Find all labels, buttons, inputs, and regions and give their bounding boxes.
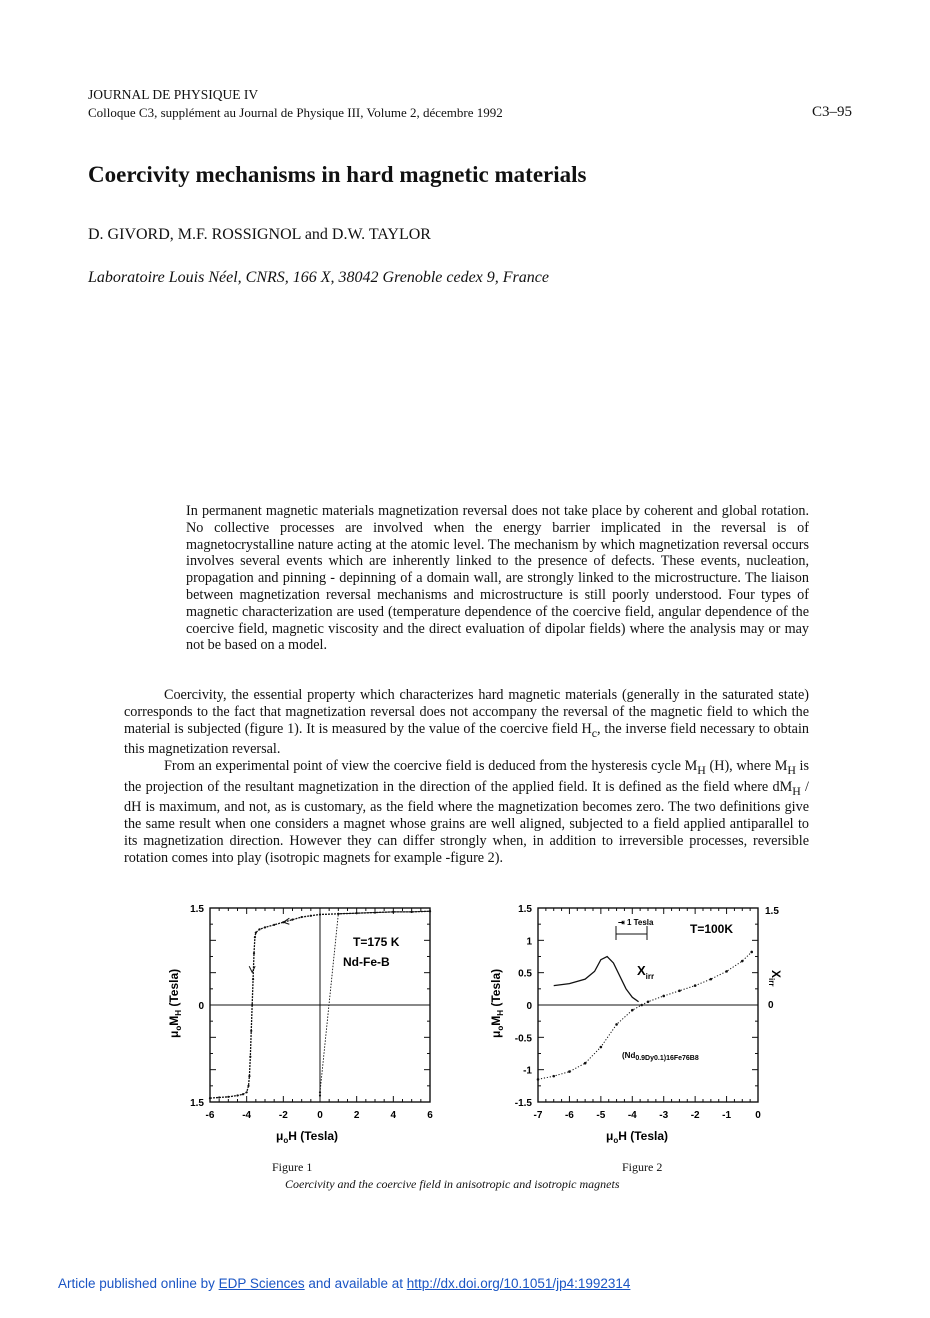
footer-text-mid: and available at (304, 1276, 407, 1291)
fig1-point (429, 910, 431, 912)
fig1-point (310, 915, 312, 917)
fig1-point (374, 911, 376, 913)
fig2-yticklabels (515, 904, 533, 1109)
p1-text-b: , the inverse field necessary to obtain this magnetization reversal. (124, 720, 809, 758)
footer-text-pre: Article published online by (58, 1276, 219, 1291)
fig1-point (227, 1096, 229, 1098)
fig1-arrow-down (249, 966, 255, 972)
fig1-point (247, 1085, 249, 1087)
fig1-point (248, 1075, 250, 1077)
fig2-magnetization-point (600, 1046, 603, 1049)
fig2-xticklabels (534, 1110, 762, 1121)
fig1-xtick-label: -4 (242, 1110, 252, 1121)
p2-sub2: H (787, 762, 796, 777)
fig2-ytick-label: 0 (526, 1001, 532, 1012)
fig1-xtick-label: 4 (390, 1110, 397, 1121)
fig1-annotation-temp: T=175 K (353, 935, 400, 949)
fig1-point (250, 1030, 252, 1032)
fig1-point (273, 924, 275, 926)
fig1-xtick-label: 2 (353, 1110, 360, 1121)
edp-sciences-link[interactable]: EDP Sciences (218, 1276, 305, 1291)
figures-svg (150, 898, 810, 1148)
fig2-xtick-label: -5 (596, 1110, 606, 1121)
fig2-right-tick-zero: 0 (768, 1000, 774, 1011)
figure-1-label: Figure 1 (272, 1160, 313, 1174)
fig1-xtick-label: -6 (205, 1110, 215, 1121)
fig1-point (319, 1094, 321, 1096)
fig2-magnetization-point (678, 989, 681, 992)
p2-sub3: H (792, 783, 801, 798)
fig2-magnetization-point (631, 1009, 634, 1012)
svg-text:μoMH (Tesla): $\mu_oM_H$ (Tesla) (489, 968, 505, 1038)
fig2-ytick-label: 1.5 (518, 904, 532, 915)
fig2-magnetization-point (725, 970, 728, 973)
p2-text-b: (H), where M (705, 758, 788, 775)
fig1-point (209, 1097, 211, 1099)
fig2-ytick-label: -1.5 (514, 1098, 532, 1109)
fig1-ylabel-m: M (167, 1015, 181, 1026)
fig2-xtick-label: -7 (533, 1110, 543, 1121)
fig1-point (319, 913, 321, 915)
fig1-point (291, 919, 293, 921)
fig1-ytick-label: 0 (198, 1001, 204, 1012)
fig2-magnetization-point (662, 995, 665, 998)
journal-name: JOURNAL DE PHYSIQUE IV (88, 87, 259, 102)
fig2-annotation-chi: $X_{irr}$ (637, 963, 655, 981)
fig1-point (249, 1056, 251, 1058)
fig2-annotation-temp: T=100K (690, 922, 734, 936)
fig2-magnetization-point (537, 1078, 540, 1081)
fig2-xtick-label: -3 (659, 1110, 669, 1121)
fig1-point (218, 1096, 220, 1098)
fig2-magnetization-point (741, 960, 744, 963)
fig1-point (242, 1093, 244, 1095)
p1-text-a: Coercivity, the essential property which characterizes hard magnetic materials (generally in the saturated state) corresponds to the fact that magnetization reversal does not accompany the reversal of the magnetic field to which the material is subjected (figure 1). It is measured by the value of the coercive field H (124, 687, 809, 737)
figure-1-chart (167, 904, 433, 1145)
figures (150, 898, 810, 1148)
fig1-point (254, 936, 256, 938)
fig2-magnetization-point (647, 1000, 650, 1003)
fig1-point (319, 1091, 321, 1093)
fig2-ylabel (489, 969, 505, 1038)
fig1-ylabel-mu: μ (167, 1030, 181, 1038)
doi-link[interactable]: http://dx.doi.org/10.1051/jp4:1992314 (406, 1276, 631, 1291)
fig1-point (337, 913, 339, 915)
figure-caption: Coercivity and the coercive field in anisotropic and isotropic magnets (285, 1177, 620, 1191)
svg-text:Xirr: $X_{irr}$ (767, 970, 783, 987)
fig2-xtick-label: 0 (755, 1110, 761, 1121)
fig2-magnetization-point (750, 951, 753, 954)
fig1-point (246, 1091, 248, 1093)
fig2-magnetization-point (552, 1075, 555, 1078)
fig1-ylabel-sub: H (174, 1009, 183, 1016)
fig2-annotation-composition: (Nd0.9Dy0.1)16Fe76B8 (622, 1051, 699, 1062)
fig1-annotation-material: Nd-Fe-B (343, 955, 390, 969)
fig1-point (392, 911, 394, 913)
fig2-magnetization-point (694, 984, 697, 987)
fig2-magnetization-point (640, 1004, 643, 1007)
colloque-line: Colloque C3, supplément au Journal de Physique III, Volume 2, décembre 1992 (88, 105, 503, 120)
paper-title: Coercivity mechanisms in hard magnetic materials (88, 162, 587, 187)
fig1-point (236, 1094, 238, 1096)
fig2-xtick-label: -1 (722, 1110, 732, 1121)
abstract (186, 503, 809, 654)
fig2-right-tick-top: 1.5 (765, 906, 779, 917)
figure-2-label: Figure 2 (622, 1160, 663, 1174)
fig2-right-label (767, 970, 783, 986)
fig2-xtick-label: -6 (564, 1110, 574, 1121)
fig2-ytick-label: -1 (523, 1065, 532, 1077)
svg-text:μoMH (Tesla): $\mu_oM_H$ (Tesla) (167, 968, 183, 1038)
fig1-point (411, 911, 413, 913)
fig1-yticklabels (190, 904, 204, 1109)
fig2-xtick-label: -4 (627, 1110, 637, 1121)
figure-2-chart (489, 904, 783, 1145)
page-number: C3–95 (812, 104, 853, 120)
fig1-point (356, 912, 358, 914)
fig2-magnetization-point (584, 1062, 587, 1065)
fig1-xtick-label: 0 (317, 1110, 323, 1121)
paragraph-2 (124, 758, 809, 866)
fig1-point (301, 916, 303, 918)
fig2-chi-line (554, 957, 639, 1002)
p2-sub1: H (697, 762, 706, 777)
fig1-xticklabels (206, 1110, 434, 1121)
fig1-xtick-label: -2 (278, 1110, 288, 1121)
authors: D. GIVORD, M.F. ROSSIGNOL and D.W. TAYLOR (88, 226, 431, 243)
p2-text-c: is the projection of the resultant magnetization in the direction of the applied field. It is defined as the field where dM (124, 758, 810, 795)
fig2-xlabel: $\mu_oH$ (Tesla) (606, 1129, 669, 1145)
fig2-ytick-label: 1 (526, 936, 532, 948)
paragraph-1 (124, 687, 809, 758)
p1-sub: c (591, 725, 598, 740)
fig2-magnetization-point (568, 1070, 571, 1073)
fig2-magnetization-point (615, 1023, 618, 1026)
fig1-ytick-label: 1.5 (190, 1098, 204, 1109)
p2-text-a: From an experimental point of view the coercive field is deduced from the hysteresis cycle M (164, 758, 698, 775)
fig1-point (258, 928, 260, 930)
abstract-text: In permanent magnetic materials magnetization reversal does not take place by coherent and global rotation. No collective processes are involved when the energy barrier implicated in the reversal is of magnetocrystalline nature acting at the atomic level. The mechanism by which magnetization reversal occurs involves several events which are inherently linked to the presence of defects. These events, nucleation, propagation and pinning - depinning of a domain wall, are strongly linked to the microstructure. The liaison between magnetization reversal mechanisms and microstructure is still poorly understood. Four types of magnetic characterization are used (temperature dependence of the coercive field, angular dependence of the coercive field, magnetic viscosity and the direct evaluation of dipolar fields) where the analysis may or may not be based on a model. (186, 503, 809, 654)
fig2-annotation-tesla: ⇥ 1 Tesla (618, 918, 654, 927)
fig1-ylabel-unit: (Tesla) (167, 968, 181, 1007)
fig2-ytick-label: -0.5 (514, 1033, 532, 1045)
fig1-point (252, 978, 254, 980)
p2-text-d: / dH is maximum, and not, as is customary, as the field where the magnetization becomes zero. The two definitions give the same result when one considers a magnet whose grains are well aligned, subjected to a field applied antiparallel to its magnetization direction. However they can differ strongly when, in addition to irreversible processes, reversible rotation comes into play (isotropic magnets for example -figure 2). (124, 778, 809, 866)
body-text (124, 687, 809, 866)
fig2-xtick-label: -2 (690, 1110, 700, 1121)
fig2-ytick-label: 0.5 (518, 968, 532, 980)
fig1-xtick-label: 6 (427, 1110, 433, 1121)
publication-footer (58, 1276, 630, 1291)
fig1-point (255, 931, 257, 933)
affiliation: Laboratoire Louis Néel, CNRS, 166 X, 38042 Grenoble cedex 9, France (88, 269, 549, 286)
fig1-ylabel (167, 969, 183, 1038)
fig1-point (264, 926, 266, 928)
fig1-xlabel: $\mu_oH$ (Tesla) (276, 1129, 339, 1145)
fig2-magnetization-point (710, 978, 713, 981)
fig1-ytick-label: 1.5 (190, 904, 204, 915)
fig1-point (251, 1004, 253, 1006)
fig1-point (253, 952, 255, 954)
